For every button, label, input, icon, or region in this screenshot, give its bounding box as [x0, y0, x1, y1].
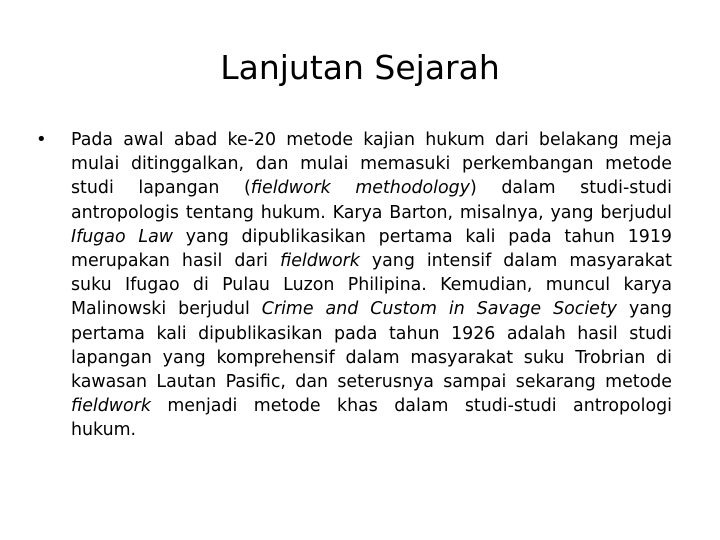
text-run: menjadi metode khas dalam studi-studi antropologi hukum.	[71, 396, 672, 441]
text-run: yang pertama kali dipublikasikan pada tahun 1926 adalah hasil studi lapangan yang komprehensif dalam masyarakat suku Trobrian di kawasan Lautan Pasific, dan seterusnya sampai sekarang metode	[71, 299, 672, 393]
bullet-item	[36, 128, 674, 443]
text-run: ) dalam studi-studi antropologis tentang hukum. Karya Barton, misalnya, yang berjudul	[71, 178, 672, 223]
slide-content	[36, 128, 674, 443]
text-run: yang dipublikasikan pertama kali pada tahun 1919 merupakan hasil dari	[71, 226, 672, 272]
italic-text-run: fieldwork	[279, 251, 360, 272]
bullet-marker: •	[36, 129, 47, 150]
text-run: yang intensif dalam masyarakat suku Ifugao di Pulau Luzon Philipina. Kemudian, muncul karya Malinowski berjudul	[71, 251, 672, 320]
italic-text-run: Ifugao Law	[71, 226, 173, 247]
italic-text-run: Crime and Custom in Savage Society	[261, 299, 617, 320]
slide-title: Lanjutan Sejarah	[220, 48, 500, 87]
italic-text-run: fieldwork methodology	[250, 178, 470, 199]
italic-text-run: fieldwork	[71, 396, 151, 417]
text-run: Pada awal abad ke-20 metode kajian hukum dari belakang meja mulai ditinggalkan, dan mulai memasuki perkembangan metode studi lapangan (	[71, 130, 672, 199]
bullet-paragraph	[71, 128, 672, 443]
